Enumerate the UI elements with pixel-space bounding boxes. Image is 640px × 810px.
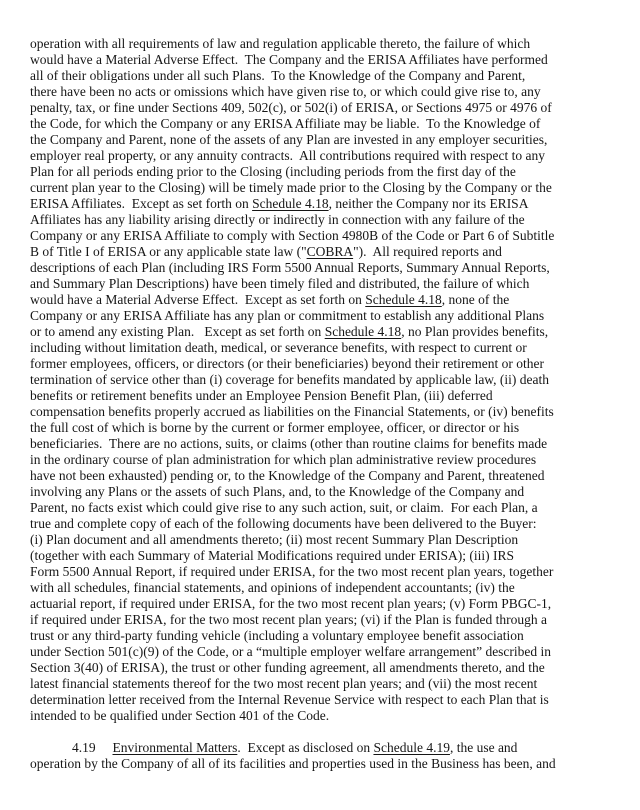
text-segment: beneficiaries. There are no actions, suits, or claims (other than routine claims for benefits made	[30, 436, 548, 451]
text-segment: termination of service other than (i) coverage for benefits mandated by applicable law, (ii) death	[30, 372, 550, 387]
text-line	[30, 36, 610, 52]
text-line	[30, 500, 610, 516]
text-line	[30, 756, 610, 772]
text-line	[30, 292, 610, 308]
text-segment: or to amend any existing Plan. Except as set forth on	[30, 324, 325, 339]
text-line	[30, 596, 610, 612]
text-segment: the Code, for which the Company or any ERISA Affiliate may be liable. To the Knowledge of	[30, 116, 541, 131]
text-line	[30, 580, 610, 596]
schedule-reference: Schedule 4.18	[365, 292, 442, 307]
text-segment: penalty, tax, or fine under Sections 409, 502(c), or 502(i) of ERISA, or Sections 4975 or 4976 of	[30, 100, 552, 115]
text-segment: Company or any ERISA Affiliate has any plan or commitment to establish any additional Plans	[30, 308, 545, 323]
text-segment: with all schedules, financial statements, and opinions of independent accountants; (iv) the	[30, 580, 515, 595]
text-line	[30, 68, 610, 84]
text-line	[30, 404, 610, 420]
text-line	[30, 692, 610, 708]
text-segment: , neither the Company nor its ERISA	[328, 196, 529, 211]
text-segment: trust or any third-party funding vehicle (including a voluntary employee benefit association	[30, 628, 524, 643]
erisa-plans-paragraph	[30, 36, 610, 724]
text-segment: compensation benefits properly accrued as liabilities on the Financial Statements, or (iv) benefits	[30, 404, 554, 419]
text-segment: , no Plan provides benefits,	[401, 324, 549, 339]
text-line	[30, 340, 610, 356]
text-line	[30, 532, 610, 548]
text-segment: if required under ERISA, for the two most recent plan years; (vi) if the Plan is funded through a	[30, 612, 547, 627]
text-segment: the full cost of which is borne by the current or former employee, officer, or director or his	[30, 420, 520, 435]
text-line	[30, 564, 610, 580]
text-segment: , the use and	[449, 740, 518, 755]
text-line	[30, 628, 610, 644]
text-line	[30, 132, 610, 148]
text-line	[30, 324, 610, 340]
section-number: 4.19	[72, 740, 96, 755]
text-segment: there have been no acts or omissions which have given rise to, or which could give rise to, any	[30, 84, 541, 99]
text-segment: descriptions of each Plan (including IRS Form 5500 Annual Reports, Summary Annual Reports,	[30, 260, 550, 275]
text-line	[30, 116, 610, 132]
text-line	[30, 212, 610, 228]
text-segment: have not been exhausted) pending or, to the Knowledge of the Company and Parent, threatened	[30, 468, 545, 483]
schedule-reference: Schedule 4.18	[324, 324, 402, 339]
text-segment: B of Title I of ERISA or any applicable state law ("	[30, 244, 307, 259]
text-line	[30, 484, 610, 500]
text-segment: under Section 501(c)(9) of the Code, or a “multiple employer welfare arrangement” described in	[30, 644, 552, 659]
defined-term: COBRA	[306, 244, 354, 259]
text-line	[30, 180, 610, 196]
text-segment: all of their obligations under all such Plans. To the Knowledge of the Company and Parent,	[30, 68, 526, 83]
text-line	[30, 164, 610, 180]
environmental-matters-paragraph	[30, 740, 610, 772]
text-line	[30, 356, 610, 372]
text-line	[30, 388, 610, 404]
text-segment: the Company and Parent, none of the assets of any Plan are invested in any employer securities,	[30, 132, 548, 147]
text-segment: and Summary Plan Descriptions) have been timely filed and distributed, the failure of which	[30, 276, 530, 291]
text-segment: Plan for all periods ending prior to the Closing (including periods from the first day of the	[30, 164, 516, 179]
text-line	[30, 244, 610, 260]
text-line	[30, 660, 610, 676]
text-line	[30, 372, 610, 388]
text-segment: . Except as disclosed on	[237, 740, 374, 755]
text-line	[30, 84, 610, 100]
text-segment: determination letter received from the Internal Revenue Service with respect to each Plan that is	[30, 692, 549, 707]
text-segment: including without limitation death, medical, or severance benefits, with respect to current or	[30, 340, 527, 355]
text-segment: Parent, no facts exist which could give rise to any such action, suit, or claim. For each Plan, a	[30, 500, 538, 515]
text-line	[30, 708, 610, 724]
text-segment: latest financial statements thereof for the two most recent plan years; and (vii) the most recent	[30, 676, 538, 691]
text-line	[30, 308, 610, 324]
text-segment: would have a Material Adverse Effect. The Company and the ERISA Affiliates have performed	[30, 52, 548, 67]
text-segment: operation with all requirements of law and regulation applicable thereto, the failure of which	[30, 36, 531, 51]
text-line	[30, 468, 610, 484]
text-line	[30, 276, 610, 292]
text-segment: Section 3(40) of ERISA), the trust or other funding agreement, all amendments thereto, and the	[30, 660, 545, 675]
text-line	[30, 196, 610, 212]
text-segment: in the ordinary course of plan administration for which plan administrative review procedures	[30, 452, 537, 467]
text-segment: would have a Material Adverse Effect. Except as set forth on	[30, 292, 366, 307]
text-segment: "). All required reports and	[353, 244, 502, 259]
text-line	[30, 100, 610, 116]
text-line	[30, 676, 610, 692]
text-segment: , none of the	[441, 292, 510, 307]
text-line	[30, 260, 610, 276]
text-segment: intended to be qualified under Section 401 of the Code.	[30, 708, 330, 723]
text-line	[30, 420, 610, 436]
text-segment: ERISA Affiliates. Except as set forth on	[30, 196, 253, 211]
schedule-reference: Schedule 4.18	[252, 196, 329, 211]
text-line	[30, 548, 610, 564]
text-segment: Form 5500 Annual Report, if required under ERISA, for the two most recent plan years, together	[30, 564, 554, 579]
section-heading: Environmental Matters	[112, 740, 238, 755]
document-body	[30, 36, 610, 772]
text-line	[30, 436, 610, 452]
text-segment: employer real property, or any annuity contracts. All contributions required with respect to any	[30, 148, 545, 163]
text-line	[30, 644, 610, 660]
text-segment: true and complete copy of each of the following documents have been delivered to the Buyer:	[30, 516, 537, 531]
text-segment: Company or any ERISA Affiliate to comply with Section 4980B of the Code or Part 6 of Subtitle	[30, 228, 555, 243]
text-segment: operation by the Company of all of its facilities and properties used in the Business has been, and	[30, 756, 556, 771]
text-segment	[96, 740, 113, 755]
text-segment: involving any Plans or the assets of such Plans, and, to the Knowledge of the Company and	[30, 484, 525, 499]
text-line	[30, 740, 610, 756]
text-segment: current plan year to the Closing) will be timely made prior to the Closing by the Company or the	[30, 180, 552, 195]
schedule-reference: Schedule 4.19	[373, 740, 450, 755]
text-segment: former employees, officers, or directors (or their beneficiaries) beyond their retirement or other	[30, 356, 545, 371]
text-segment: Affiliates has any liability arising directly or indirectly in connection with any failure of the	[30, 212, 525, 227]
text-line	[30, 228, 610, 244]
text-line	[30, 452, 610, 468]
text-segment: (together with each Summary of Material Modifications required under ERISA); (iii) IRS	[30, 548, 515, 563]
text-line	[30, 148, 610, 164]
text-line	[30, 516, 610, 532]
text-segment: actuarial report, if required under ERISA, for the two most recent plan years; (v) Form PBGC-1,	[30, 596, 552, 611]
text-segment: (i) Plan document and all amendments thereto; (ii) most recent Summary Plan Description	[30, 532, 519, 547]
text-segment: benefits or retirement benefits under an Employee Pension Benefit Plan, (iii) deferred	[30, 388, 493, 403]
text-line	[30, 52, 610, 68]
text-line	[30, 612, 610, 628]
